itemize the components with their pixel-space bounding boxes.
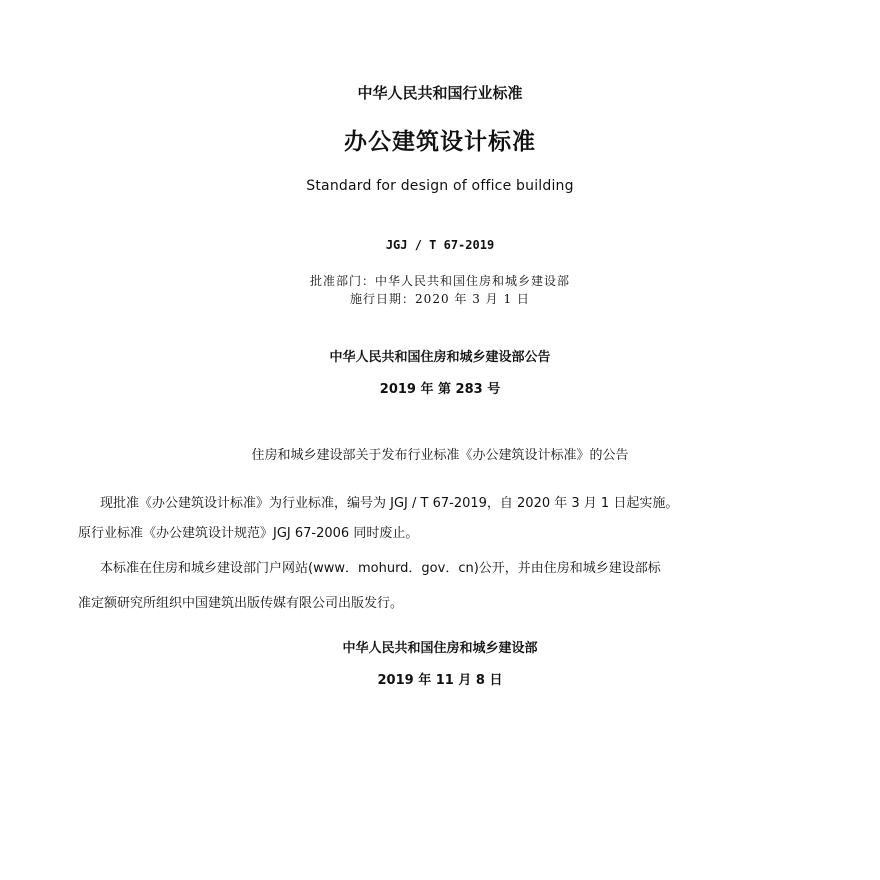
english-title: Standard for design of office building — [306, 178, 574, 194]
document-title: 办公建筑设计标准 — [344, 129, 536, 155]
announcement-paragraph: 现批准《办公建筑设计标准》为行业标准，编号为 JGJ / T 67-2019，自 2020 年 3 月 1 日起实施。 — [100, 496, 679, 511]
standard-code: JGJ / T 67-2019 — [385, 238, 495, 252]
signature-date: 2019 年 11 月 8 日 — [377, 673, 503, 688]
announcement-paragraph: 原行业标准《办公建筑设计规范》JGJ 67-2006 同时废止。 — [78, 526, 419, 541]
approving-department: 批准部门：中华人民共和国住房和城乡建设部 — [309, 274, 570, 288]
announcement-subject: 住房和城乡建设部关于发布行业标准《办公建筑设计标准》的公告 — [251, 448, 629, 463]
announcement-number: 2019 年 第 283 号 — [379, 382, 501, 397]
signature-organization: 中华人民共和国住房和城乡建设部 — [342, 641, 538, 656]
announcement-issuer: 中华人民共和国住房和城乡建设部公告 — [329, 350, 551, 365]
effective-date: 施行日期：2020 年 3 月 1 日 — [350, 292, 530, 306]
announcement-paragraph: 本标准在住房和城乡建设部门户网站(www．mohurd．gov．cn)公开，并由住房和城乡建设部标 — [100, 561, 661, 576]
announcement-paragraph: 准定额研究所组织中国建筑出版传媒有限公司出版发行。 — [78, 596, 404, 611]
standard-type: 中华人民共和国行业标准 — [357, 84, 523, 102]
